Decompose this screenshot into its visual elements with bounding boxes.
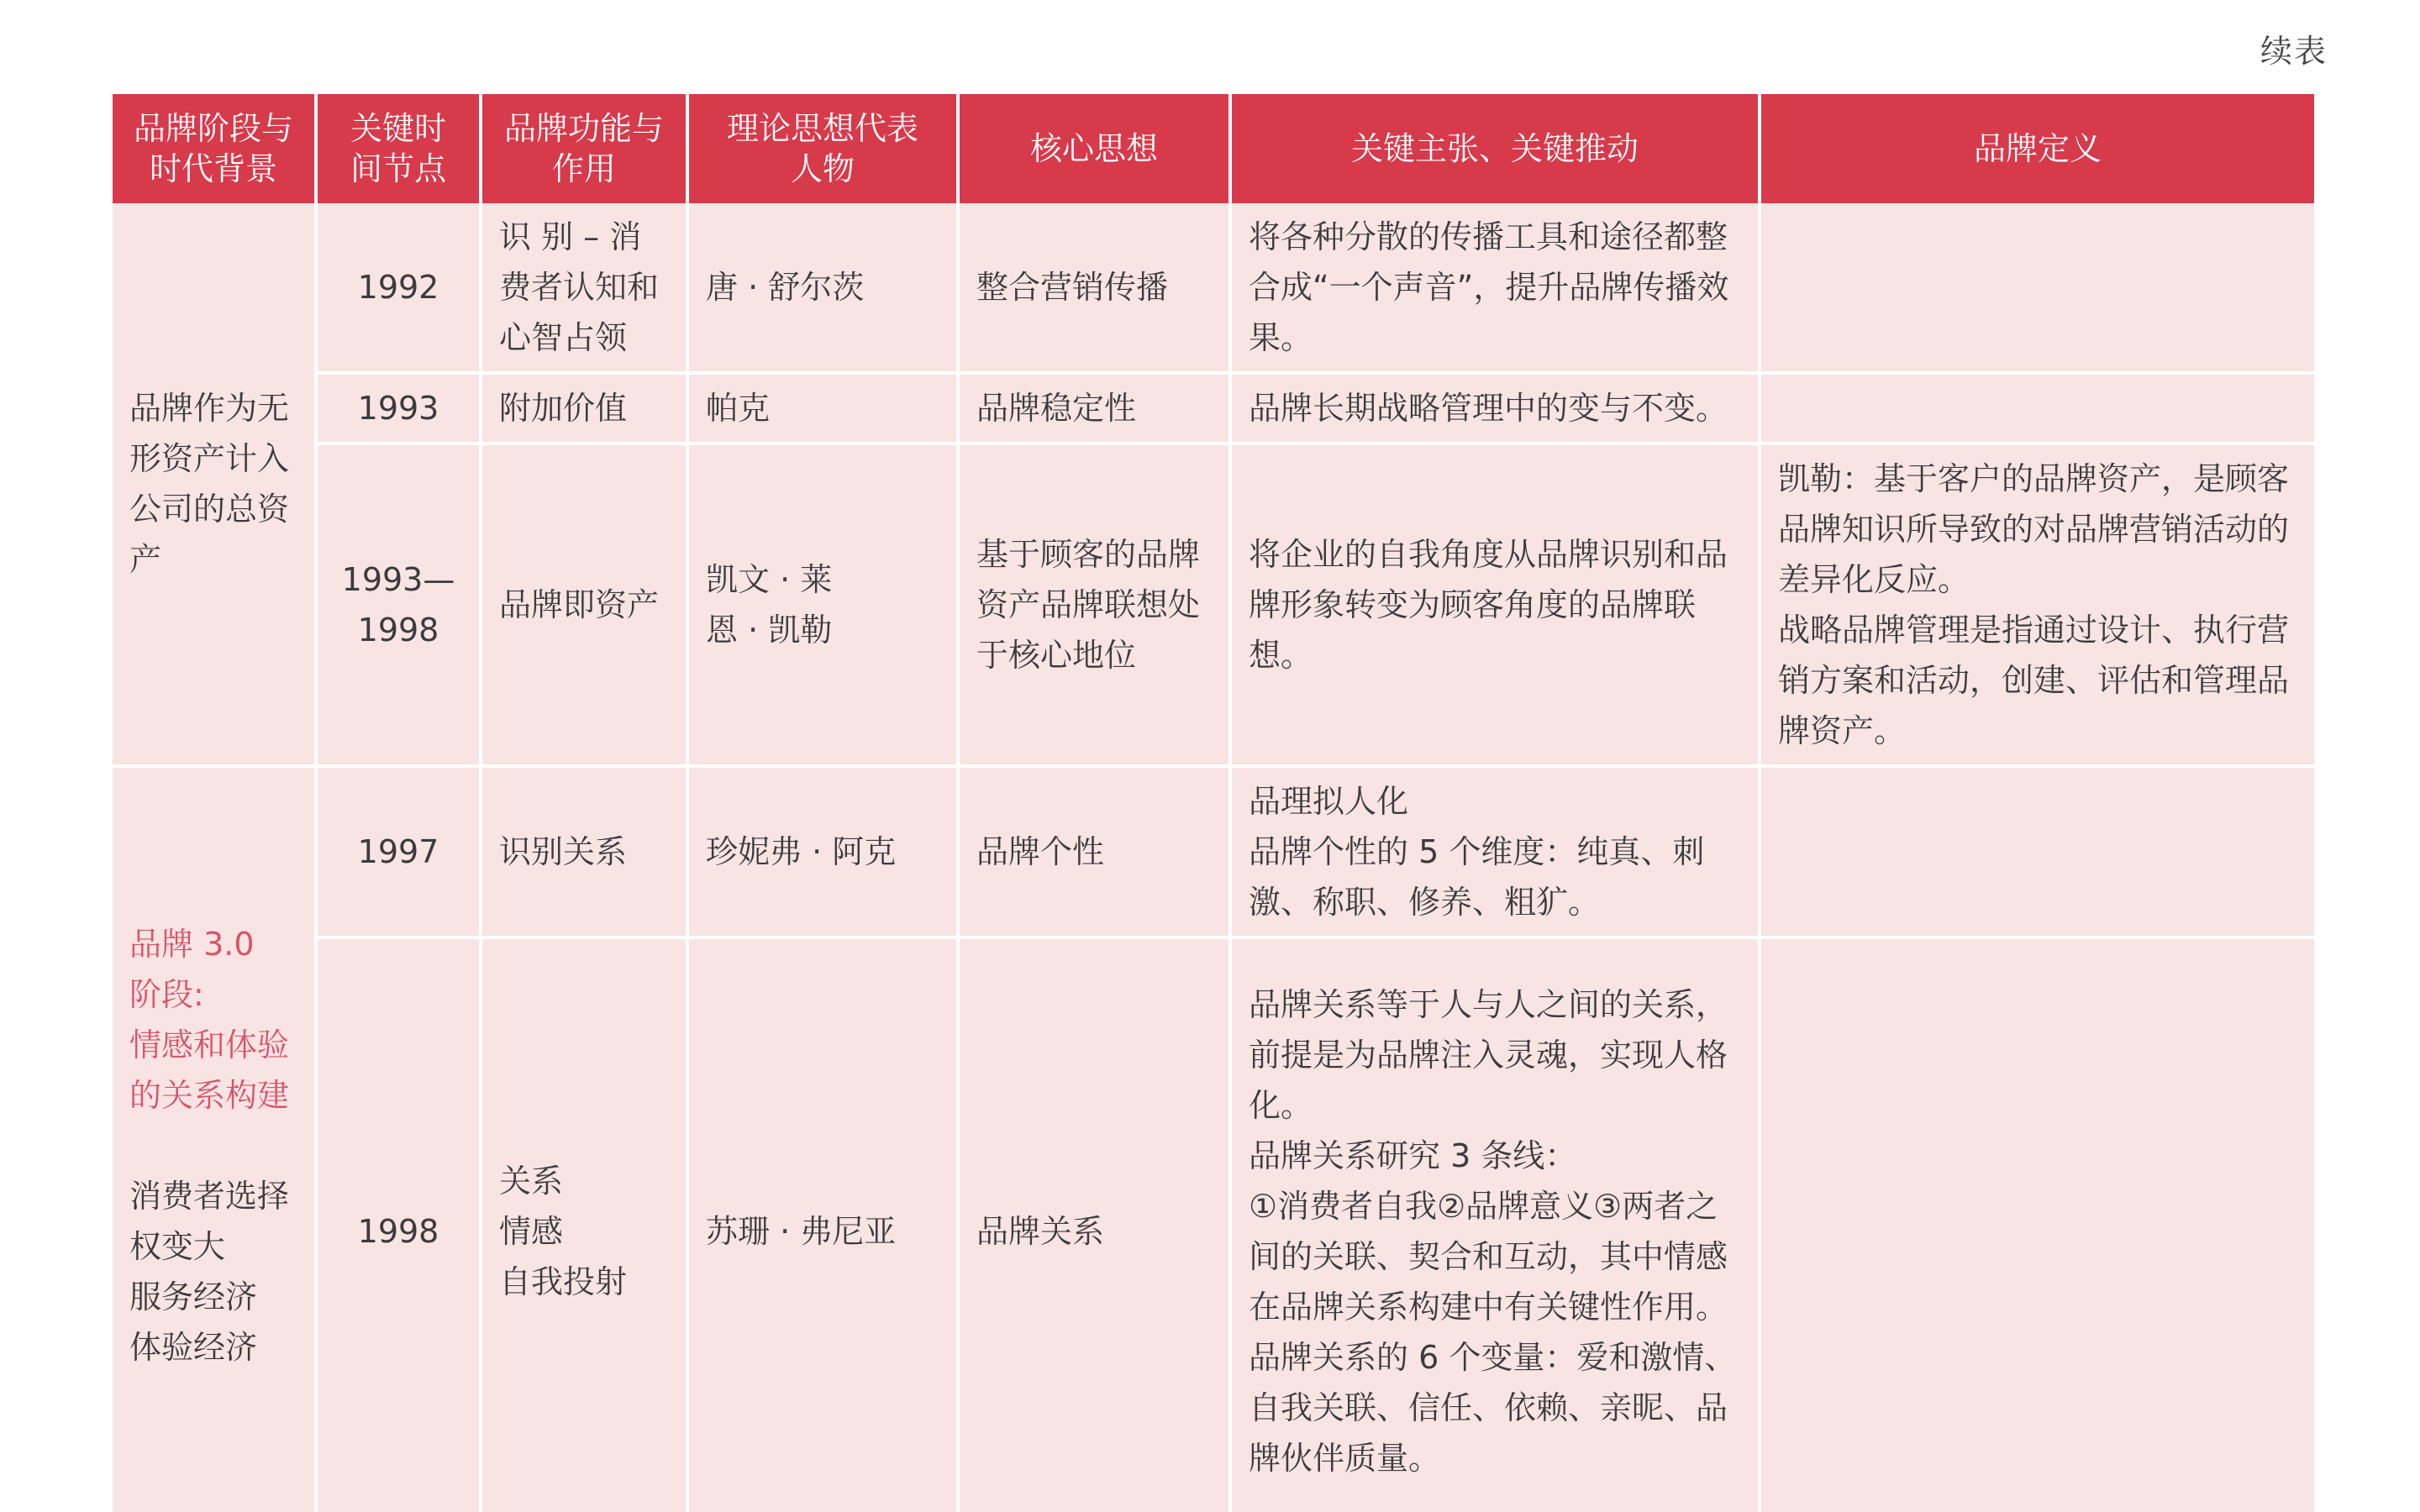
header-person: 理论思想代表 人物: [687, 94, 958, 203]
table-row: [113, 444, 2314, 766]
definition-cell: [1760, 373, 2314, 444]
definition-cell: [1760, 766, 2314, 937]
header-time: 关键时 间节点: [316, 94, 481, 203]
claim-cell: 将企业的自我角度从品牌识别和品牌形象转变为顾客角度的品牌联想。: [1230, 444, 1760, 766]
claim-cell: 品牌关系等于人与人之间的关系，前提是为品牌注入灵魂，实现人格化。 品牌关系研究 3 条线： ①消费者自我②品牌意义③两者之间的关联、契合和互动，其中情感在品牌关系构建中有关键性作用。 品牌关系的 6 个变量：爱和激情、自我关联、信任、依赖、亲昵、品牌伙伴质量。: [1230, 937, 1760, 1512]
header-stage: 品牌阶段与 时代背景: [113, 94, 316, 203]
person-cell: 帕克: [687, 373, 958, 444]
header-function: 品牌功能与 作用: [481, 94, 687, 203]
year-cell: 1997: [316, 766, 481, 937]
table-row: [113, 937, 2314, 1512]
idea-cell: 品牌稳定性: [958, 373, 1230, 444]
person-cell: 珍妮弗 · 阿克: [687, 766, 958, 937]
year-cell: 1998: [316, 937, 481, 1512]
definition-cell: [1760, 937, 2314, 1512]
table-row: [113, 373, 2314, 444]
stage-3-context: 消费者选择权变大 服务经济 体验经济: [129, 1178, 290, 1366]
idea-cell: 品牌关系: [958, 937, 1230, 1512]
function-cell: 关系 情感 自我投射: [481, 937, 687, 1512]
person-cell: 唐 · 舒尔茨: [687, 203, 958, 373]
year-cell: 1993: [316, 373, 481, 444]
definition-cell: 凯勒：基于客户的品牌资产，是顾客品牌知识所导致的对品牌营销活动的差异化反应。 战略品牌管理是指通过设计、执行营销方案和活动，创建、评估和管理品牌资产。: [1760, 444, 2314, 766]
function-cell: 附加价值: [481, 373, 687, 444]
year-cell: 1992: [316, 203, 481, 373]
table-row: [113, 766, 2314, 937]
stage-asset-cell: 品牌作为无形资产计入公司的总资产: [113, 203, 316, 766]
function-cell: 识别关系: [481, 766, 687, 937]
year-cell: 1993— 1998: [316, 444, 481, 766]
header-idea: 核心思想: [958, 94, 1230, 203]
function-cell: 品牌即资产: [481, 444, 687, 766]
idea-cell: 品牌个性: [958, 766, 1230, 937]
claim-cell: 将各种分散的传播工具和途径都整合成“一个声音”，提升品牌传播效果。: [1230, 203, 1760, 373]
continued-label: 续表: [2260, 33, 2328, 70]
brand-history-table: [113, 94, 2314, 1512]
person-cell: 苏珊 · 弗尼亚: [687, 937, 958, 1512]
definition-cell: [1760, 203, 2314, 373]
claim-cell: 品牌长期战略管理中的变与不变。: [1230, 373, 1760, 444]
function-cell: 识 别 – 消费者认知和心智占领: [481, 203, 687, 373]
table-row: [113, 203, 2314, 373]
table-header-row: [113, 94, 2314, 203]
header-definition: 品牌定义: [1760, 94, 2314, 203]
claim-cell: 品理拟人化 品牌个性的 5 个维度：纯真、刺激、称职、修养、粗犷。: [1230, 766, 1760, 937]
person-cell: 凯文 · 莱 恩 · 凯勒: [687, 444, 958, 766]
idea-cell: 整合营销传播: [958, 203, 1230, 373]
idea-cell: 基于顾客的品牌资产品牌联想处于核心地位: [958, 444, 1230, 766]
stage-3-title: 品牌 3.0 阶段: 情感和体验的关系构建: [129, 926, 290, 1114]
header-claim: 关键主张、关键推动: [1230, 94, 1760, 203]
stage-3-cell: [113, 766, 316, 1512]
